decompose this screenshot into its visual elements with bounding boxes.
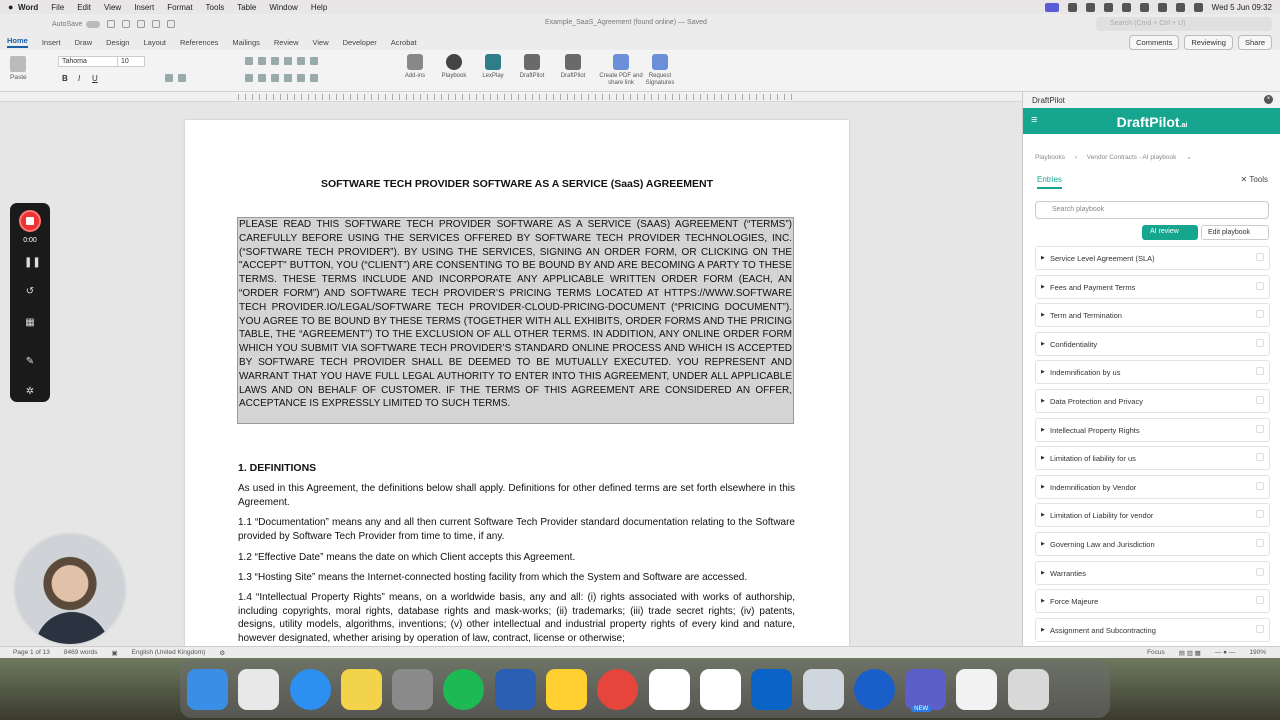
paragraph-icons-top [245,57,323,67]
logo-suffix: .ai [1179,122,1188,129]
entry-label: Term and Termination [1050,311,1122,321]
autosave-label: AutoSave [52,20,83,28]
comments-button[interactable]: Comments [1129,35,1179,50]
list-item[interactable] [1035,418,1270,442]
list-item[interactable] [1035,332,1270,356]
menu-help[interactable]: Help [310,2,328,12]
battery-icon[interactable] [1158,3,1167,12]
menu-file[interactable]: File [51,2,65,12]
system-settings-icon[interactable] [392,669,433,710]
entry-label: Indemnification by us [1050,368,1121,378]
draftpilot-button-2[interactable] [551,54,595,80]
panel-header [1023,92,1280,108]
entry-checkbox[interactable] [1256,310,1264,318]
word-titlebar [0,14,1280,34]
effects-icon[interactable]: ✲ [25,386,35,397]
request-signatures-label: Request Signatures [645,73,675,86]
focus-button[interactable]: Focus [1147,649,1165,656]
docx-file-icon[interactable] [956,669,997,710]
finder-icon[interactable] [187,669,228,710]
entry-checkbox[interactable] [1256,568,1264,576]
outlook-icon[interactable] [751,669,792,710]
entry-checkbox[interactable] [1256,596,1264,604]
create-pdf-button[interactable] [599,54,643,87]
paragraph-icons-bottom [245,74,323,84]
playbook-search-input[interactable]: Search playbook [1035,201,1269,219]
new-badge: NEW [911,706,931,712]
entry-label: Limitation of liability for us [1050,454,1136,464]
document-title: Example_SaaS_Agreement (found online) — Saved [545,19,707,26]
entry-label: Limitation of Liability for vendor [1050,511,1154,521]
autosave-toggle[interactable] [86,21,100,28]
menu-view[interactable]: View [103,2,122,12]
list-item[interactable] [1035,389,1270,413]
multilevel-list-icon[interactable] [271,57,279,65]
entry-checkbox[interactable] [1256,339,1264,347]
spotify-icon[interactable] [443,669,484,710]
draftpilot-label: DraftPilot [560,73,586,79]
entry-checkbox[interactable] [1256,367,1264,375]
list-item[interactable] [1035,246,1270,270]
list-item[interactable] [1035,532,1270,556]
font-name-select[interactable]: Tahoma [58,56,142,67]
list-item[interactable] [1035,275,1270,299]
chevron-right-icon: › [1074,154,1077,161]
entry-label: Assignment and Subcontracting [1050,625,1156,635]
entry-checkbox[interactable] [1256,482,1264,490]
horizontal-ruler[interactable] [0,92,1022,102]
align-center-icon[interactable] [258,74,266,82]
font-color-icon[interactable] [178,74,186,82]
search-input[interactable]: Search (Cmd + Ctrl + U) [1096,17,1272,31]
menubar-app-icon[interactable] [1104,3,1113,12]
draftpilot-button[interactable] [510,54,554,80]
agreement-title[interactable]: SOFTWARE TECH PROVIDER SOFTWARE AS A SERVICE (SaaS) AGREEMENT [320,178,714,190]
menubar-app-icon[interactable] [1140,3,1149,12]
ribbon-tabs [0,34,1280,50]
draftpilot-label: DraftPilot [519,73,545,79]
playbook-entries-list [1035,246,1270,646]
logo-text: DraftPilot [1116,114,1180,130]
entry-checkbox[interactable] [1256,282,1264,290]
menu-app-word[interactable]: Word [18,2,39,12]
entry-checkbox[interactable] [1256,396,1264,404]
webcam-bubble[interactable] [13,532,127,646]
list-item[interactable] [1035,503,1270,527]
tools-icon: ✕ [1240,175,1250,184]
menubar-clock[interactable]: Wed 5 Jun 09:32 [1211,2,1272,12]
language-indicator[interactable]: English (United Kingdom) [131,649,206,656]
tab-draw[interactable]: Draw [74,37,93,47]
share-button[interactable]: Share [1238,35,1272,50]
screen-recorder-status-icon[interactable] [1045,3,1059,12]
entry-label: Warranties [1050,568,1086,578]
list-item[interactable] [1035,589,1270,613]
macos-dock [180,660,1110,718]
entry-checkbox[interactable] [1256,253,1264,261]
definition-1-3[interactable]: 1.3 “Hosting Site” means the Internet-connected hosting facility from which the System and Software are accessed. [238,572,748,583]
home-icon[interactable] [107,20,115,28]
word-icon[interactable] [495,669,536,710]
highlight-icon[interactable] [165,74,173,82]
document-page[interactable] [185,120,849,646]
hamburger-menu-icon[interactable]: ≡ [1031,114,1038,126]
pause-icon[interactable]: ❚❚ [24,257,41,268]
slack-icon[interactable] [649,669,690,710]
definitions-intro[interactable]: As used in this Agreement, the definitions below shall apply. Definitions for other defined terms are set forth elsewhere in this Agreement. [238,483,795,508]
ai-review-button[interactable]: AI review [1142,225,1198,240]
webcam-person [35,612,109,646]
notes-icon[interactable] [341,669,382,710]
ribbon-home [0,50,1280,92]
preview-icon[interactable] [803,669,844,710]
entry-label: Indemnification by Vendor [1050,482,1137,492]
align-left-icon[interactable] [245,74,253,82]
apple-icon[interactable]: ● [8,2,14,12]
entry-label: Governing Law and Jurisdiction [1050,539,1155,549]
shading-icon[interactable] [310,74,318,82]
list-item[interactable] [1035,360,1270,384]
tab-acrobat[interactable]: Acrobat [390,37,417,47]
pdf-icon [613,54,629,70]
menubar-app-icon[interactable] [1122,3,1131,12]
menu-format[interactable]: Format [167,2,193,12]
menu-table[interactable]: Table [237,2,257,12]
underline-button[interactable]: U [92,74,98,83]
zoom-level[interactable]: 190% [1249,649,1266,656]
breadcrumb-current-playbook[interactable]: Vendor Contracts - AI playbook [1086,154,1177,161]
addins-button[interactable] [393,54,437,80]
paste-label: Paste [10,74,27,81]
edit-playbook-button[interactable]: Edit playbook [1201,225,1269,240]
playbook-label: Playbook [441,73,467,79]
miro-icon[interactable] [546,669,587,710]
entry-label: Intellectual Property Rights [1050,425,1140,435]
justify-icon[interactable] [284,74,292,82]
list-item[interactable] [1035,618,1270,642]
macos-menubar [0,0,1280,14]
bold-button[interactable]: B [62,74,68,83]
intro-paragraph-selected[interactable]: PLEASE READ THIS SOFTWARE TECH PROVIDER SOFTWARE AS A SERVICE (SAAS) AGREEMENT (“TERMS”) CAREFULLY BEFORE USING THE SERVICES OFFERED BY SOFTWARE TECH PROVIDER TECHNOLOGIES, INC. (“SOFTWARE TECH PROVIDER”). BY USING THE SERVICES, SIGNING AN ORDER FORM, OR CLICKING ON THE "ACCEPT" BUTTON, YOU (“CLIENT”) ARE CONSENTING TO BE BOUND BY AND ARE BECOMING A PARTY TO THESE TERMS. THESE TERMS INCLUDE AND INCORPORATE ANY APPLICABLE WRITTEN ORDER FORM (EACH, AN “ORDER FORM”) AND SOFTWARE TECH PROVIDER’S PRICING TERMS LOCATED AT HTTPS://WWW.SOFTWARE TECH PROVIDER.IO/LEGAL/SOFTWARE TECH PROVIDER-CLOUD-PRICING-DOCUMENT (“PRICING DOCUMENT”). YOU AGREE TO BE BOUND BY THESE TERMS (TOGETHER WITH ALL EXHIBITS, ORDER FORMS AND THE PRICING TABLE, THE “AGREEMENT”) TO THE EXCLUSION OF ALL OTHER TERMS. IN ADDITION, ANY ONLINE ORDER FORM WHICH YOU SUBMIT VIA SOFTWARE TECH PROVIDER’S STANDARD ONLINE PROCESS AND WHICH IS ACCEPTED BY SOFTWARE TECH PROVIDER SHALL BE DEEMED TO BE MUTUALLY EXECUTED. YOU REPRESENT AND WARRANT THAT YOU HAVE FULL LEGAL AUTHORITY TO ENTER INTO THIS AGREEMENT, UNDER ALL APPLICABLE LAWS AND ON BEHALF OF CUSTOMER. IF THE TERMS OF THIS AGREEMENT ARE CONSIDERED AN OFFER, ACCEPTANCE IS EXPRESSLY LIMITED TO SUCH TERMS. [237,217,794,424]
launchpad-icon[interactable] [238,669,279,710]
trash-icon[interactable]: ▦ [25,317,35,328]
tab-developer[interactable]: Developer [342,37,377,47]
reviewing-button[interactable]: Reviewing [1184,35,1233,50]
safari-icon[interactable] [290,669,331,710]
undo-icon[interactable] [137,20,145,28]
list-item[interactable] [1035,561,1270,585]
lexplay-icon [485,54,501,70]
page-count[interactable]: Page 1 of 13 [13,649,50,656]
menubar-app-icon[interactable] [1086,3,1095,12]
entry-checkbox[interactable] [1256,453,1264,461]
close-icon[interactable]: × [1264,95,1273,104]
indent-icon[interactable] [284,57,292,65]
addins-icon [407,54,423,70]
signature-icon [652,54,668,70]
addins-label: Add-ins [404,73,426,79]
sort-icon[interactable] [297,57,305,65]
section-heading-definitions[interactable]: 1. DEFINITIONS [238,462,317,474]
record-stop-button[interactable] [19,210,41,232]
font-size-select[interactable]: 10 [117,56,145,67]
control-center-icon[interactable] [1194,3,1203,12]
chrome-icon[interactable] [597,669,638,710]
playbook-icon [446,54,462,70]
draftpilot-brand-bar [1023,108,1280,134]
entry-checkbox[interactable] [1256,539,1264,547]
show-marks-icon[interactable] [310,57,318,65]
tab-entries[interactable]: Entries [1037,175,1062,189]
draw-pen-icon[interactable]: ✎ [25,356,35,367]
figma-like-icon[interactable] [700,669,741,710]
definition-1-4[interactable]: 1.4 “Intellectual Property Rights” means, on a worldwide basis, any and all: (i) rights associated with works of authorship, including copyrights, moral rights, database rights and mask-works; (ii) trademarks; (iii) trade secret rights; (iv) patents, designs, utility models, algorithms, inventions; (v) other intellectual and industrial property rights of every kind and nature, however designated, whether arising by operation of law, contract, license or otherwise; [238,592,795,644]
tab-home[interactable]: Home [7,36,28,48]
print-icon[interactable] [167,20,175,28]
tab-view[interactable]: View [312,37,329,47]
paste-icon[interactable] [10,56,26,72]
panel-header-title: DraftPilot [1032,96,1065,105]
entry-label: Service Level Agreement (SLA) [1050,254,1155,263]
wifi-icon[interactable] [1176,3,1185,12]
spelling-icon[interactable]: ▣ [111,649,118,657]
lexplay-button[interactable] [471,54,515,80]
menu-tools[interactable]: Tools [205,2,225,12]
tab-layout[interactable]: Layout [143,37,167,47]
entry-label: Force Majeure [1050,597,1099,607]
menu-window[interactable]: Window [269,2,298,12]
text-format-icons [165,74,191,84]
word-count[interactable]: 8469 words [63,649,98,656]
create-pdf-label: Create PDF and share link [599,73,643,86]
menu-insert[interactable]: Insert [134,2,155,12]
menu-edit[interactable]: Edit [77,2,91,12]
tab-review[interactable]: Review [273,37,299,47]
ruler-ticks [238,94,798,100]
request-signatures-button[interactable] [638,54,682,87]
numbering-icon[interactable] [258,57,266,65]
definition-1-2[interactable]: 1.2 “Effective Date” means the date on which Client accepts this Agreement. [238,552,576,563]
save-icon[interactable] [122,20,130,28]
recording-timer: 0:00 [23,237,37,244]
tab-insert[interactable]: Insert [41,37,61,47]
tab-references[interactable]: References [180,37,219,47]
tools-label: Tools [1249,175,1268,184]
draftpilot-icon [524,54,540,70]
list-item[interactable] [1035,303,1270,327]
bullets-icon[interactable] [245,57,253,65]
line-spacing-icon[interactable] [297,74,305,82]
playbook-button[interactable] [432,54,476,80]
screen-recorder-toolbar [10,203,50,402]
breadcrumb-playbooks[interactable]: Playbooks [1035,154,1065,161]
teams-icon[interactable] [905,669,946,710]
entry-checkbox[interactable] [1256,625,1264,633]
chevron-down-icon[interactable]: ⌄ [1186,154,1192,161]
view-mode-icons[interactable]: ▤ ▥ ▦ [1178,649,1201,657]
tab-mailings[interactable]: Mailings [232,37,260,47]
entry-label: Fees and Payment Terms [1050,282,1136,292]
breadcrumb [1035,153,1200,161]
draftpilot-icon [565,54,581,70]
tools-button[interactable] [1241,175,1268,184]
1password-icon[interactable] [854,669,895,710]
zoom-slider[interactable]: — ● — [1214,649,1236,656]
redo-icon[interactable] [152,20,160,28]
draftpilot-panel [1022,92,1280,646]
list-item[interactable] [1035,446,1270,470]
tab-design[interactable]: Design [106,37,130,47]
italic-button[interactable]: I [78,74,81,83]
trash-icon[interactable] [1008,669,1049,710]
restart-icon[interactable]: ↺ [25,286,35,297]
entry-checkbox[interactable] [1256,425,1264,433]
definition-1-1[interactable]: 1.1 “Documentation” means any and all then current Software Tech Provider standard documentation relating to the Software provided by Software Tech Provider from time to time, if any. [238,517,795,542]
accessibility-icon[interactable]: ⚙ [219,649,226,657]
align-right-icon[interactable] [271,74,279,82]
entry-label: Data Protection and Privacy [1050,396,1143,406]
draftpilot-logo [1023,114,1280,130]
word-statusbar [0,646,1280,658]
menubar-app-icon[interactable] [1068,3,1077,12]
entry-checkbox[interactable] [1256,510,1264,518]
list-item[interactable] [1035,475,1270,499]
lexplay-label: LexPlay [482,73,504,79]
document-canvas[interactable] [0,102,1022,646]
entry-label: Confidentiality [1050,339,1098,349]
